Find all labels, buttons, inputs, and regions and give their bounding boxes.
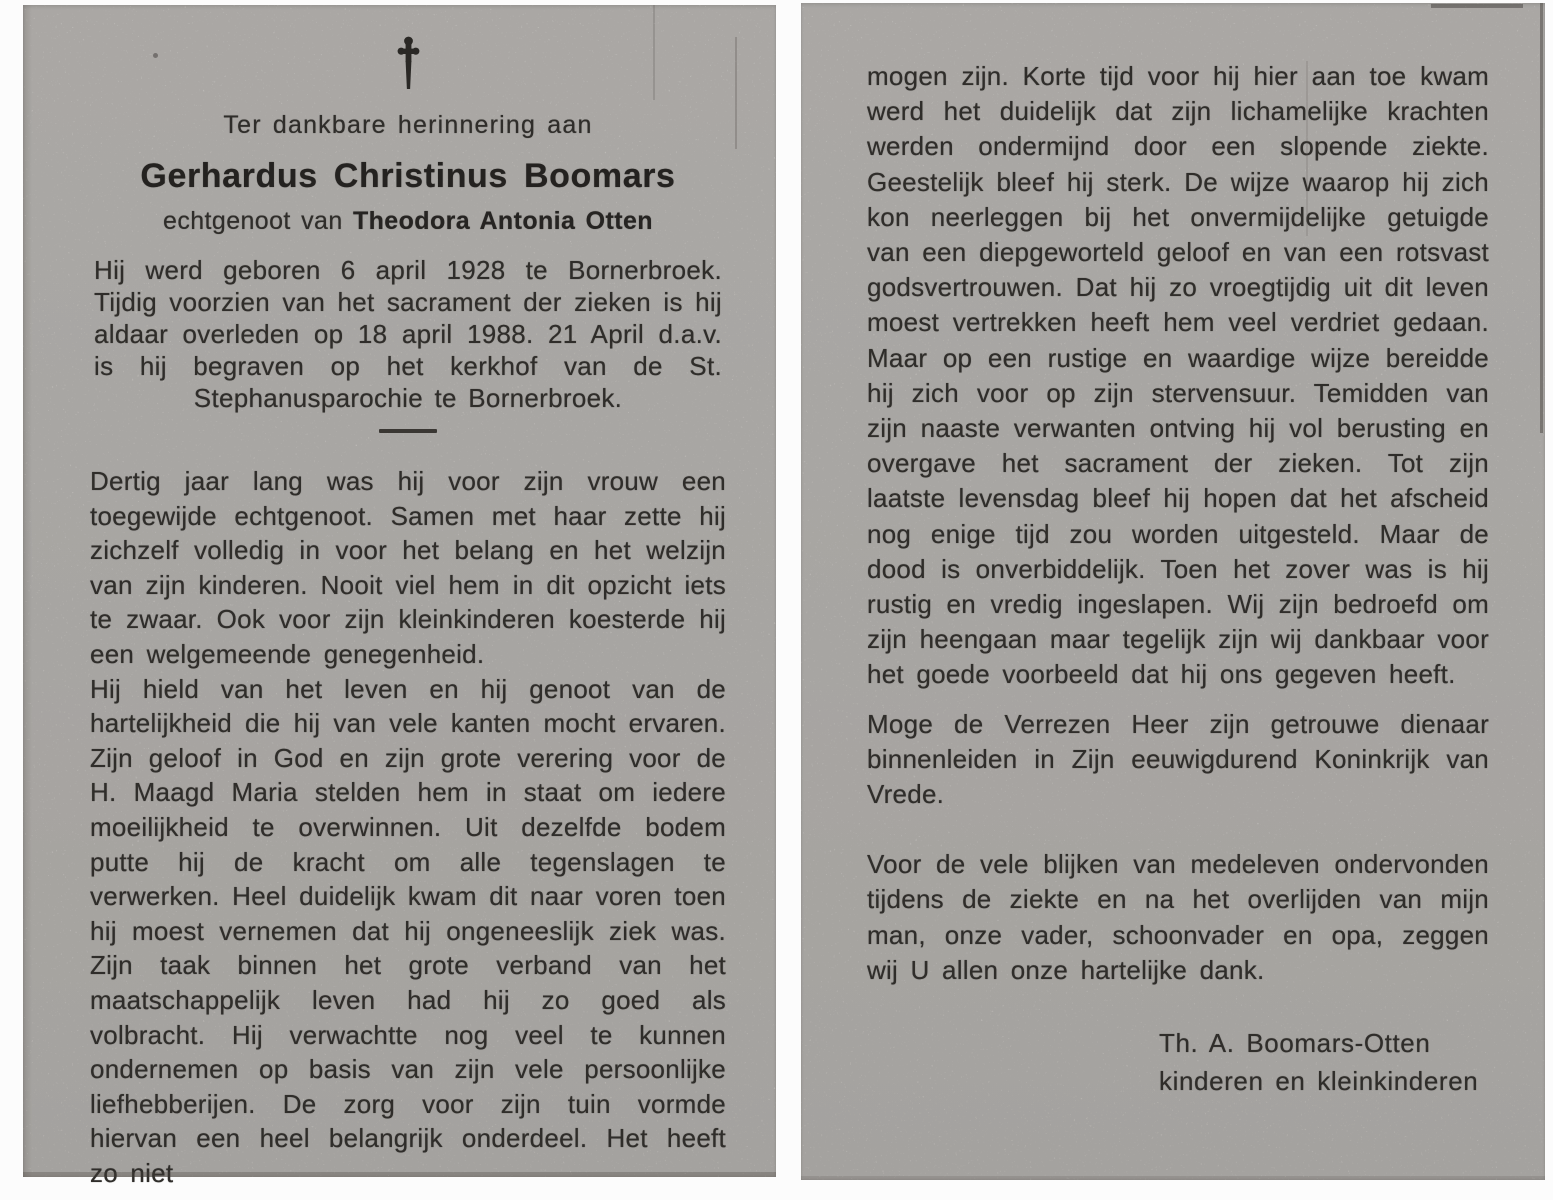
deceased-name: Gerhardus Christinus Boomars (140, 157, 676, 195)
continuation-paragraph: mogen zijn. Korte tijd voor hij hier aan toe kwam werd het duidelijk dat zijn lichamelijke krachten werden ondermijnd door een slopende ziekte. Geestelijk bleef hij sterk. De wijze waarop hij zich kon neerleggen bij het onvermijdelijke getuigde van een diepgeworteld geloof en van een rotsvast godsvertrouwen. Dat hij zo vroegtijdig uit dit leven moest vertrekken heeft hem veel verdriet gedaan. Maar op een rustige en waardige wijze bereidde hij zich voor op zijn stervensuur. Temidden van zijn naaste verwanten ontving hij vol berusting en overgave het sacrament der zieken. Tot zijn laatste levensdag bleef hij hopen dat het afscheid nog enige tijd zou worden uitgesteld. Maar de dood is onverbiddelijk. Toen het zover was is hij rustig en vredig ingeslapen. Wij zijn bedroefd om zijn heengaan maar tegelijk zijn wij dankbaar voor het goede voorbeeld dat hij ons gegeven heeft. (867, 61, 1489, 690)
signature-name: Th. A. Boomars-Otten (1159, 1028, 1431, 1059)
card-page-left (23, 5, 776, 1188)
spouse-prefix: echtgenoot van (163, 207, 353, 235)
biography-paragraph: Hij hield van het leven en hij genoot van de hartelijkheid die hij van vele kanten mocht ervaren. Zijn geloof in God en zijn grote verering voor de H. Maagd Maria stelden hem in staat om iedere moeilijkheid te overwinnen. Uit dezelfde bodem putte hij de kracht om alle tegenslagen te verwerken. Heel duidelijk kwam dit naar voren toen hij moest vernemen dat hij ongeneeslijk ziek was. Zijn taak binnen het grote verband van het maatschappelijk leven had hij zo goed als volbracht. Hij verwachtte nog veel te kunnen ondernemen op basis van zijn vele persoonlijke liefhebberijen. De zorg voor zijn tuin vormde hiervan een heel belangrijk onderdeel. Het heeft zo niet (90, 673, 726, 1188)
thanks-paragraph: Voor de vele blijken van medeleven ondervonden tijdens de ziekte en na het overlijden van mijn man, onze vader, schoonvader en opa, zeggen wij U allen onze hartelijke dank. (867, 849, 1489, 985)
spouse-line (90, 207, 726, 236)
biography-paragraph: Dertig jaar lang was hij voor zijn vrouw een toegewijde echtgenoot. Samen met haar zette hij zichzelf volledig in voor het belang en het welzijn van zijn kinderen. Nooit viel hem in dit opzicht iets te zwaar. Ook voor zijn kleinkinderen koesterde hij een welgemeende genegenheid. (90, 466, 726, 669)
section-divider (379, 429, 437, 433)
intro-line: Ter dankbare herinnering aan (223, 111, 593, 139)
card-page-right (801, 3, 1545, 1180)
signature-block (1159, 1024, 1489, 1100)
cross-icon (90, 35, 726, 97)
prayer-paragraph: Moge de Verrezen Heer zijn getrouwe dienaar binnenleiden in Zijn eeuwigdurend Koninkrijk van Vrede. (867, 708, 1489, 810)
spouse-name: Theodora Antonia Otten (352, 207, 653, 235)
scan-artifact (801, 1176, 1545, 1180)
vitals-paragraph: Hij werd geboren 6 april 1928 te Bornerbroek. Tijdig voorzien van het sacrament der zieken is hij aldaar overleden op 18 april 1988. 21 April d.a.v. is hij begraven op het kerkhof van de St. Stephanusparochie te Bornerbroek. (94, 255, 722, 413)
signature-relations: kinderen en kleinkinderen (1159, 1066, 1479, 1097)
